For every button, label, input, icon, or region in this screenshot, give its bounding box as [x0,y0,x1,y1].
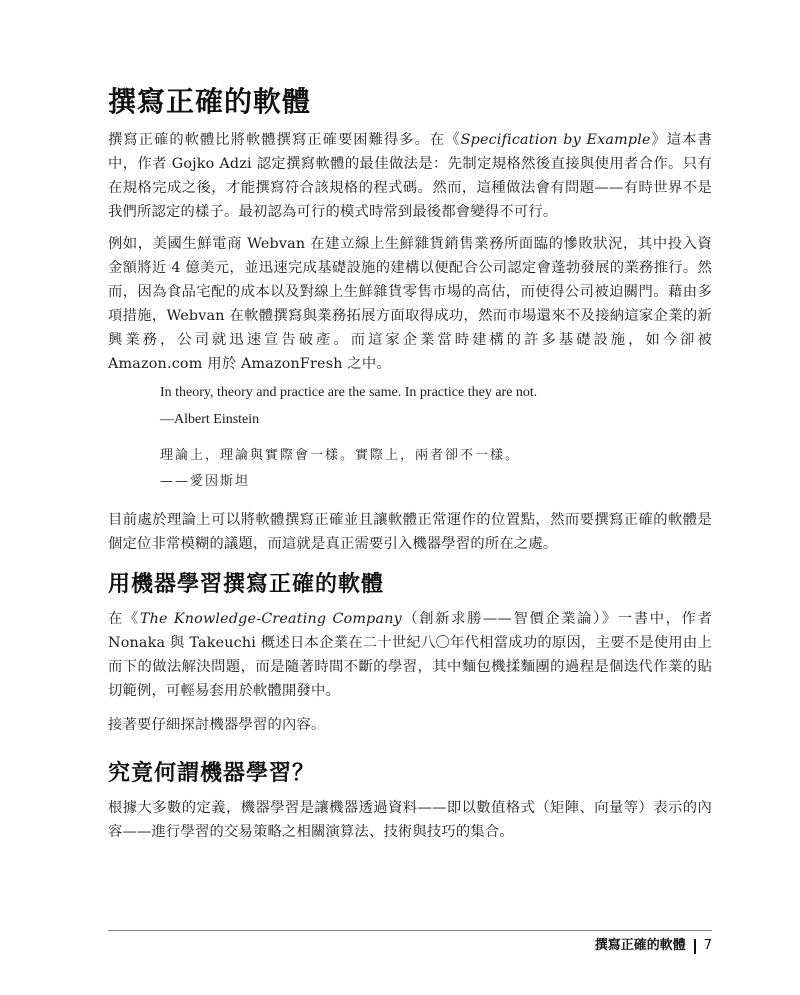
footer-divider [108,930,712,931]
paragraph-knowledge-pre: 在《 [108,611,140,627]
paragraph-intro-post: 》這本書中，作者 Gojko Adzi 認定撰寫軟體的最佳做法是：先制定規格然後直接與使用者合作。只有在規格完成之後，才能撰寫符合該規格的程式碼。然而，這種做法會有問題——有時世界不是我們所認定的樣子。最初認為可行的模式時常到最後都會變得不可行。 [108,132,712,220]
heading-writing-correct-software: 撰寫正確的軟體 [108,85,312,118]
quote-english: In theory, theory and practice are the same. In practice they are not. [160,385,538,400]
paragraph-ml-definition: 根據大多數的定義，機器學習是讓機器透過資料——即以數值格式（矩陣、向量等）表示的內容——進行學習的交易策略之相關演算法、技術與技巧的集合。 [108,800,712,840]
paragraph-intro-pre: 撰寫正確的軟體比將軟體撰寫正確要困難得多。在《 [108,132,461,148]
quote-chinese: 理論上，理論與實際會一樣。實際上，兩者卻不一樣。 [160,448,521,463]
quote-chinese-author: ——愛因斯坦 [160,474,251,489]
quote-english-author: —Albert Einstein [160,412,260,427]
book-title-specification-by-example: Specification by Example [460,132,651,148]
paragraph-intro [108,128,712,224]
paragraph-theory-position: 目前處於理論上可以將軟體撰寫正確並且讓軟體正常運作的位置點，然而要撰寫正確的軟體是個定位非常模糊的議題，而這就是真正需要引入機器學習的所在之處。 [108,512,712,552]
page-footer [595,937,712,955]
paragraph-webvan: 例如，美國生鮮電商 Webvan 在建立線上生鮮雜貨銷售業務所面臨的慘敗狀況，其中投入資金額將近 4 億美元，並迅速完成基礎設施的建構以便配合公司認定會蓬勃發展的業務推行。然而，因為食品宅配的成本以及對線上生鮮雜貨零售市場的高估，而使得公司被迫關門。藉由多項措施，Webvan 在軟體撰寫與業務拓展方面取得成功，然而市場還來不及接納這家企業的新興業務，公司就迅速宣告破產。而這家企業當時建構的許多基礎設施，如今卻被 Amazon.com 用於 AmazonFresh 之中。 [108,236,712,372]
footer-separator [694,939,696,954]
footer-chapter-title: 撰寫正確的軟體 [594,938,686,953]
heading-ml-writing-correct-software: 用機器學習撰寫正確的軟體 [108,572,385,597]
heading-what-is-ml: 究竟何謂機器學習？ [108,761,316,786]
paragraph-next-topic: 接著要仔細探討機器學習的內容。 [108,717,326,733]
paragraph-knowledge-post: （創新求勝——智價企業論）》一書中，作者 Nonaka 與 Takeuchi 概述日本企業在二十世紀八〇年代相當成功的原因，主要不是使用由上而下的做法解決問題，而是隨著時間不斷的學習，其中麵包機揉麵團的過程是個迭代作業的貼切範例，可輕易套用於軟體開發中。 [108,611,712,699]
page-number: 7 [703,938,712,953]
book-title-knowledge-creating-company: The Knowledge-Creating Company [139,611,402,627]
paragraph-knowledge-creating [108,607,712,703]
